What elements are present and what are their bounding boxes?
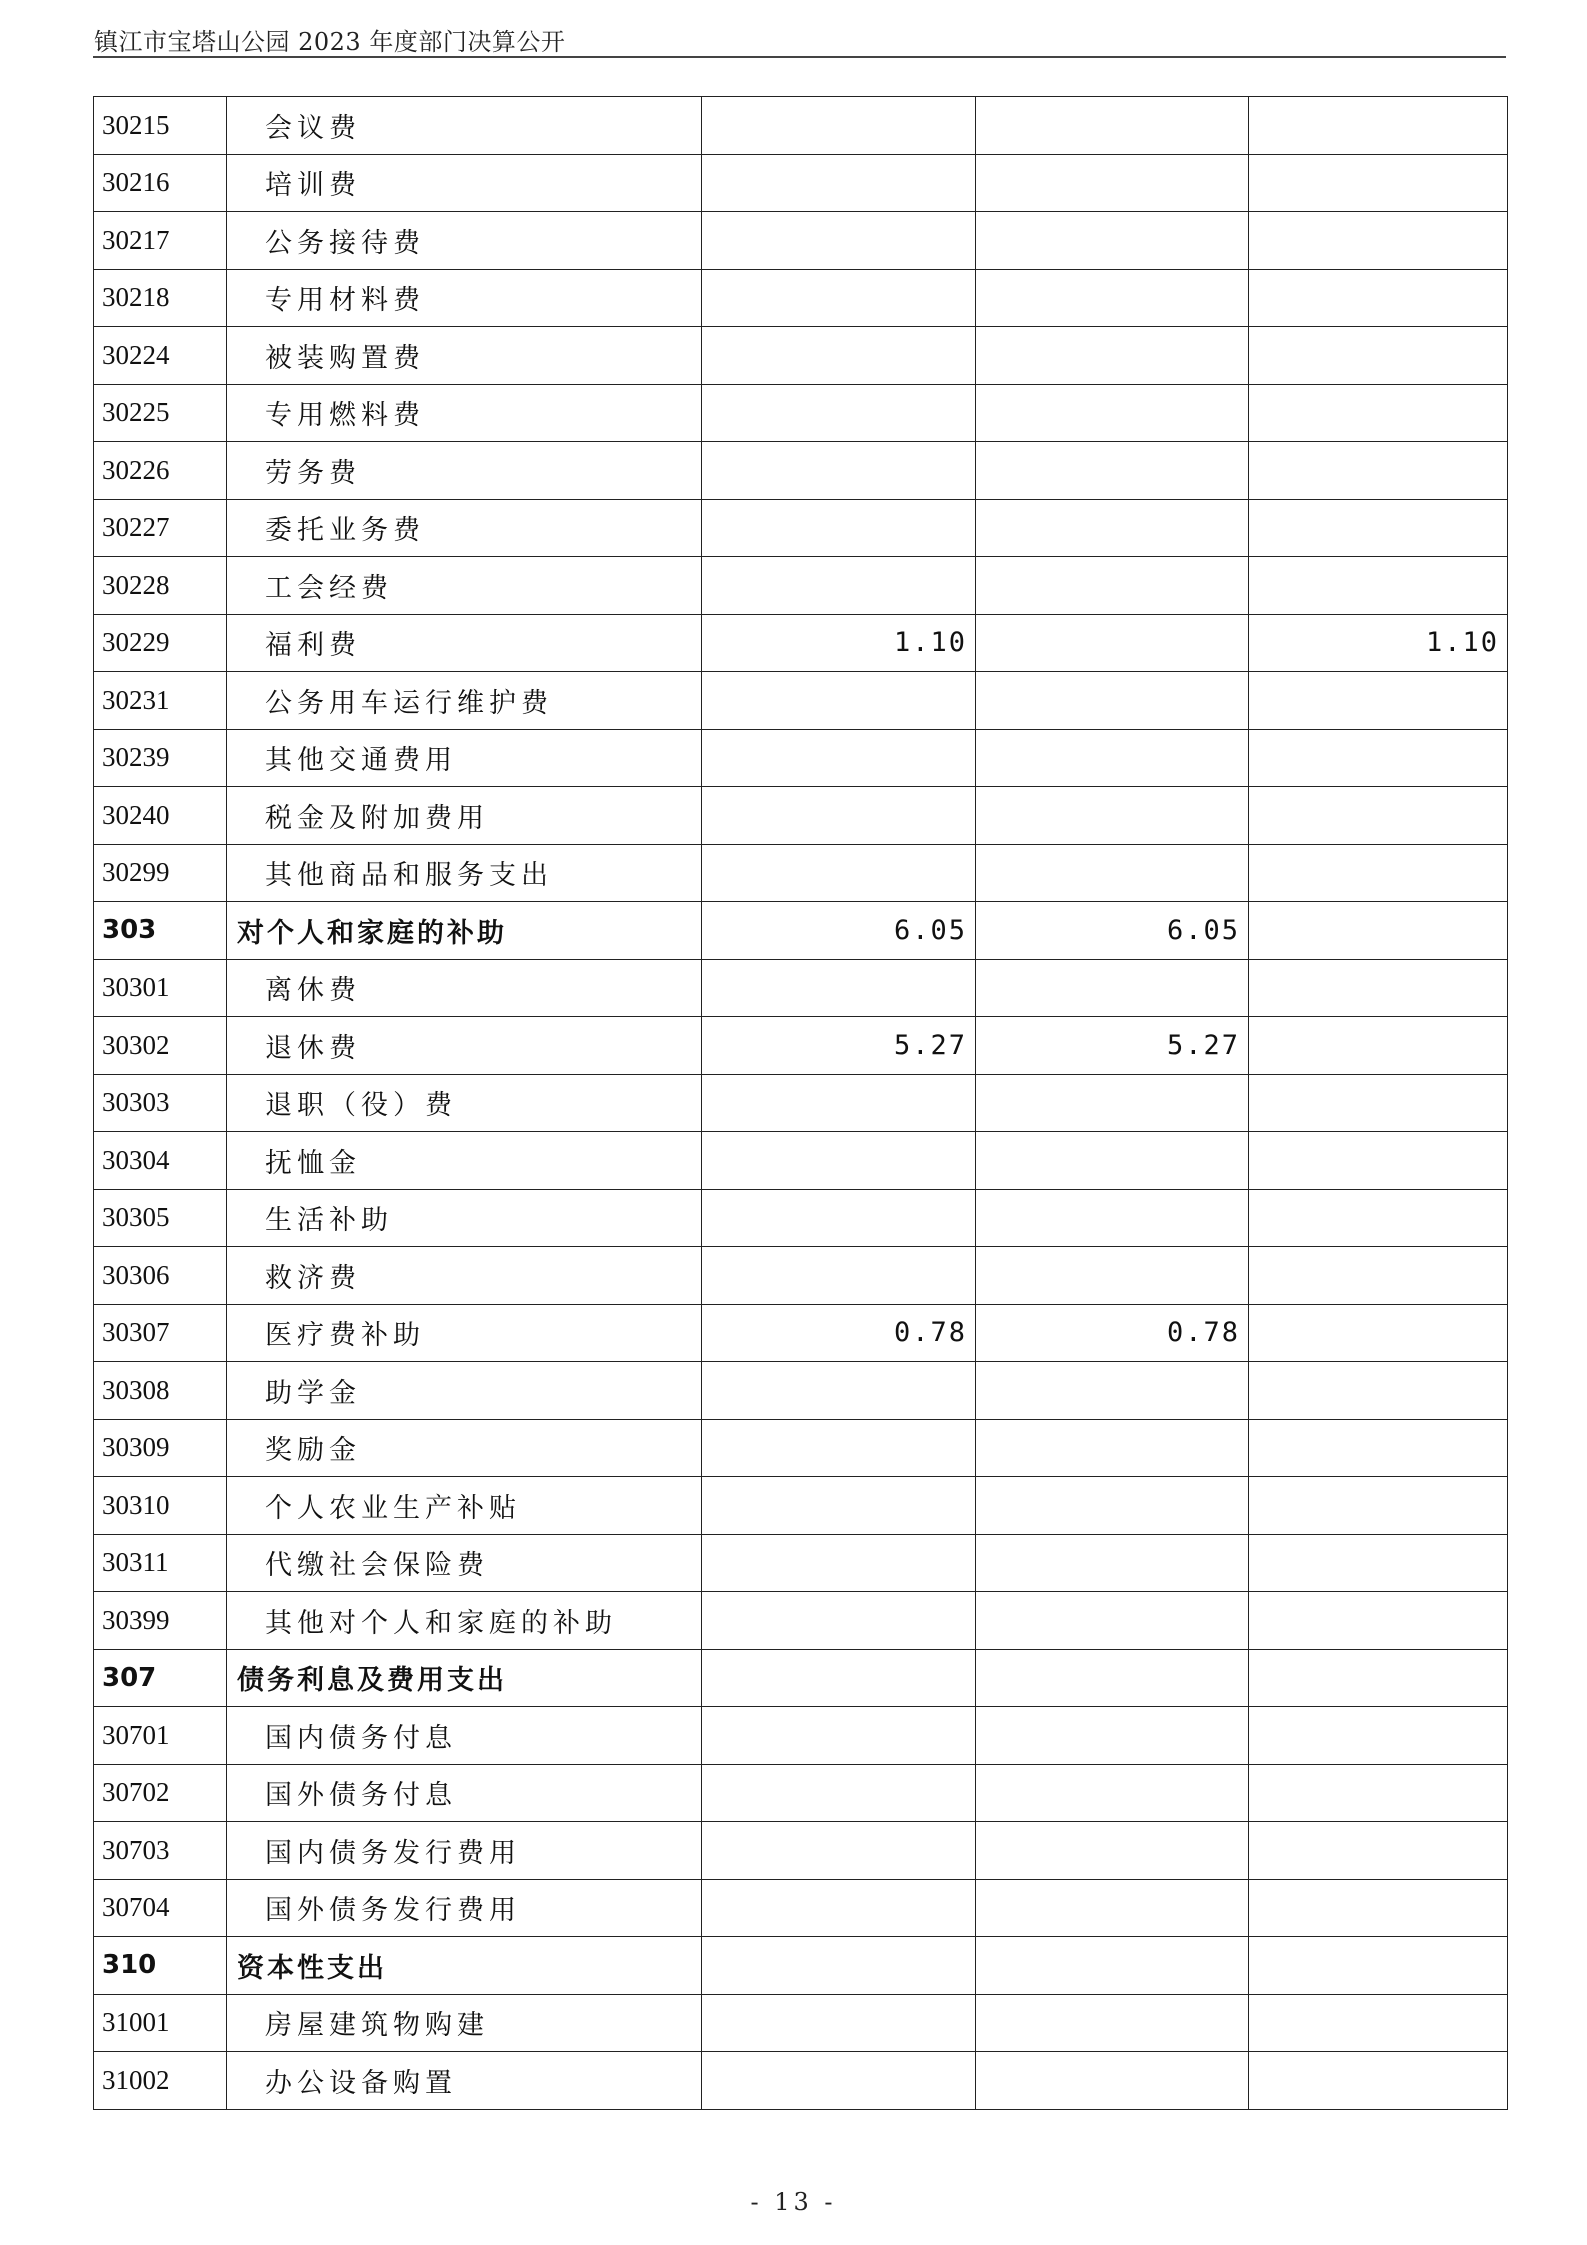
amount-basic-public-cell: [1249, 269, 1508, 327]
table-row: [94, 1419, 1508, 1477]
amount-basic-personnel-cell: [976, 1132, 1249, 1190]
table-row: [94, 672, 1508, 730]
table-section-row: [94, 1649, 1508, 1707]
amount-basic-personnel-cell: 0.78: [976, 1304, 1249, 1362]
table-row: [94, 729, 1508, 787]
account-code-cell: 307: [94, 1649, 227, 1707]
amount-basic-personnel-cell: [976, 1764, 1249, 1822]
account-code-cell: 30701: [94, 1707, 227, 1765]
amount-basic-personnel-cell: [976, 384, 1249, 442]
amount-total-cell: [702, 327, 976, 385]
table-row: [94, 384, 1508, 442]
account-name-cell: 办公设备购置: [227, 2052, 702, 2110]
amount-basic-personnel-cell: [976, 672, 1249, 730]
amount-basic-personnel-cell: [976, 729, 1249, 787]
amount-basic-public-cell: [1249, 1937, 1508, 1995]
account-code-cell: 303: [94, 902, 227, 960]
account-code-cell: 30399: [94, 1592, 227, 1650]
amount-total-cell: [702, 1247, 976, 1305]
account-name-cell: 被装购置费: [227, 327, 702, 385]
amount-basic-public-cell: [1249, 1707, 1508, 1765]
amount-total-cell: [702, 212, 976, 270]
account-name-cell: 退职（役）费: [227, 1074, 702, 1132]
amount-basic-personnel-cell: [976, 787, 1249, 845]
amount-basic-public-cell: [1249, 1017, 1508, 1075]
account-code-cell: 30216: [94, 154, 227, 212]
account-name-cell: 税金及附加费用: [227, 787, 702, 845]
account-code-cell: 30217: [94, 212, 227, 270]
account-code-cell: 30308: [94, 1362, 227, 1420]
amount-basic-public-cell: [1249, 1764, 1508, 1822]
header-rule: [93, 56, 1506, 58]
account-name-cell: 专用材料费: [227, 269, 702, 327]
amount-basic-personnel-cell: [976, 1879, 1249, 1937]
amount-total-cell: [702, 1764, 976, 1822]
amount-basic-personnel-cell: [976, 959, 1249, 1017]
amount-basic-public-cell: [1249, 557, 1508, 615]
table-row: [94, 1189, 1508, 1247]
amount-total-cell: 0.78: [702, 1304, 976, 1362]
amount-basic-personnel-cell: [976, 2052, 1249, 2110]
amount-basic-personnel-cell: [976, 1592, 1249, 1650]
amount-basic-personnel-cell: [976, 557, 1249, 615]
page-number: - 13 -: [750, 2188, 837, 2216]
table-row: [94, 1534, 1508, 1592]
amount-total-cell: [702, 1132, 976, 1190]
amount-basic-personnel-cell: [976, 844, 1249, 902]
account-name-cell: 对个人和家庭的补助: [227, 902, 702, 960]
amount-total-cell: [702, 384, 976, 442]
amount-basic-public-cell: [1249, 384, 1508, 442]
table-row: [94, 327, 1508, 385]
table-row: [94, 1822, 1508, 1880]
account-name-cell: 工会经费: [227, 557, 702, 615]
amount-basic-public-cell: [1249, 1822, 1508, 1880]
account-code-cell: 30302: [94, 1017, 227, 1075]
table-row: [94, 1304, 1508, 1362]
amount-basic-personnel-cell: 6.05: [976, 902, 1249, 960]
table-row: [94, 269, 1508, 327]
amount-basic-personnel-cell: [976, 1362, 1249, 1420]
amount-basic-personnel-cell: [976, 1994, 1249, 2052]
amount-total-cell: [702, 1707, 976, 1765]
account-name-cell: 债务利息及费用支出: [227, 1649, 702, 1707]
account-name-cell: 抚恤金: [227, 1132, 702, 1190]
account-name-cell: 个人农业生产补贴: [227, 1477, 702, 1535]
amount-basic-public-cell: [1249, 902, 1508, 960]
amount-basic-public-cell: [1249, 1419, 1508, 1477]
account-code-cell: 30304: [94, 1132, 227, 1190]
amount-basic-public-cell: [1249, 1132, 1508, 1190]
account-name-cell: 国外债务发行费用: [227, 1879, 702, 1937]
account-code-cell: 30303: [94, 1074, 227, 1132]
amount-total-cell: [702, 1994, 976, 2052]
amount-basic-personnel-cell: [976, 1534, 1249, 1592]
account-name-cell: 国内债务付息: [227, 1707, 702, 1765]
account-code-cell: 30704: [94, 1879, 227, 1937]
account-code-cell: 30305: [94, 1189, 227, 1247]
account-name-cell: 奖励金: [227, 1419, 702, 1477]
account-code-cell: 30240: [94, 787, 227, 845]
amount-total-cell: [702, 1419, 976, 1477]
amount-basic-public-cell: [1249, 1534, 1508, 1592]
amount-basic-public-cell: [1249, 1074, 1508, 1132]
account-name-cell: 公务用车运行维护费: [227, 672, 702, 730]
amount-basic-public-cell: [1249, 787, 1508, 845]
page-header-title: 镇江市宝塔山公园 2023 年度部门决算公开: [94, 28, 566, 56]
amount-total-cell: [702, 499, 976, 557]
amount-basic-public-cell: [1249, 1247, 1508, 1305]
account-code-cell: 31002: [94, 2052, 227, 2110]
table-row: [94, 1017, 1508, 1075]
table-row: [94, 1879, 1508, 1937]
account-name-cell: 离休费: [227, 959, 702, 1017]
amount-basic-public-cell: [1249, 154, 1508, 212]
amount-total-cell: [702, 1822, 976, 1880]
amount-basic-personnel-cell: [976, 1419, 1249, 1477]
amount-basic-public-cell: 1.10: [1249, 614, 1508, 672]
account-name-cell: 劳务费: [227, 442, 702, 500]
table-row: [94, 1764, 1508, 1822]
table-row: [94, 499, 1508, 557]
table-section-row: [94, 902, 1508, 960]
amount-total-cell: [702, 959, 976, 1017]
amount-basic-public-cell: [1249, 1879, 1508, 1937]
account-name-cell: 退休费: [227, 1017, 702, 1075]
table-row: [94, 1707, 1508, 1765]
amount-basic-public-cell: [1249, 499, 1508, 557]
account-name-cell: 公务接待费: [227, 212, 702, 270]
account-name-cell: 专用燃料费: [227, 384, 702, 442]
amount-basic-personnel-cell: [976, 499, 1249, 557]
amount-total-cell: [702, 1477, 976, 1535]
amount-basic-personnel-cell: [976, 97, 1249, 155]
account-name-cell: 福利费: [227, 614, 702, 672]
amount-total-cell: [702, 97, 976, 155]
amount-total-cell: [702, 1534, 976, 1592]
amount-total-cell: [702, 1074, 976, 1132]
amount-total-cell: [702, 1592, 976, 1650]
amount-total-cell: [702, 269, 976, 327]
amount-basic-public-cell: [1249, 97, 1508, 155]
account-code-cell: 30307: [94, 1304, 227, 1362]
amount-basic-public-cell: [1249, 959, 1508, 1017]
account-code-cell: 30227: [94, 499, 227, 557]
table-row: [94, 557, 1508, 615]
amount-total-cell: 1.10: [702, 614, 976, 672]
account-code-cell: 30231: [94, 672, 227, 730]
account-code-cell: 30218: [94, 269, 227, 327]
amount-basic-public-cell: [1249, 1189, 1508, 1247]
amount-basic-public-cell: [1249, 844, 1508, 902]
account-code-cell: 30299: [94, 844, 227, 902]
table-row: [94, 844, 1508, 902]
table-body: [94, 97, 1508, 2110]
account-code-cell: 31001: [94, 1994, 227, 2052]
account-code-cell: 30311: [94, 1534, 227, 1592]
table-row: [94, 154, 1508, 212]
amount-total-cell: 6.05: [702, 902, 976, 960]
amount-basic-public-cell: [1249, 1304, 1508, 1362]
amount-total-cell: 5.27: [702, 1017, 976, 1075]
account-code-cell: 30703: [94, 1822, 227, 1880]
table-row: [94, 97, 1508, 155]
amount-basic-personnel-cell: [976, 614, 1249, 672]
amount-total-cell: [702, 557, 976, 615]
amount-basic-personnel-cell: [976, 1822, 1249, 1880]
table-row: [94, 2052, 1508, 2110]
amount-basic-public-cell: [1249, 1362, 1508, 1420]
table-row: [94, 442, 1508, 500]
amount-basic-public-cell: [1249, 729, 1508, 787]
account-name-cell: 委托业务费: [227, 499, 702, 557]
account-code-cell: 30228: [94, 557, 227, 615]
account-name-cell: 代缴社会保险费: [227, 1534, 702, 1592]
account-name-cell: 房屋建筑物购建: [227, 1994, 702, 2052]
amount-basic-public-cell: [1249, 327, 1508, 385]
amount-basic-personnel-cell: [976, 1707, 1249, 1765]
table-row: [94, 614, 1508, 672]
amount-total-cell: [702, 787, 976, 845]
amount-total-cell: [702, 2052, 976, 2110]
account-name-cell: 救济费: [227, 1247, 702, 1305]
account-code-cell: 30702: [94, 1764, 227, 1822]
amount-basic-personnel-cell: [976, 1649, 1249, 1707]
table-section-row: [94, 1937, 1508, 1995]
account-code-cell: 30215: [94, 97, 227, 155]
account-code-cell: 30310: [94, 1477, 227, 1535]
amount-basic-personnel-cell: [976, 1937, 1249, 1995]
account-name-cell: 国外债务付息: [227, 1764, 702, 1822]
amount-total-cell: [702, 154, 976, 212]
account-name-cell: 培训费: [227, 154, 702, 212]
amount-basic-personnel-cell: [976, 327, 1249, 385]
account-name-cell: 会议费: [227, 97, 702, 155]
amount-basic-public-cell: [1249, 2052, 1508, 2110]
table-row: [94, 1592, 1508, 1650]
table-row: [94, 1247, 1508, 1305]
account-code-cell: 30301: [94, 959, 227, 1017]
amount-basic-public-cell: [1249, 212, 1508, 270]
amount-basic-personnel-cell: [976, 1477, 1249, 1535]
amount-basic-personnel-cell: [976, 154, 1249, 212]
amount-total-cell: [702, 442, 976, 500]
account-code-cell: 30226: [94, 442, 227, 500]
amount-basic-personnel-cell: [976, 1189, 1249, 1247]
table-row: [94, 1477, 1508, 1535]
amount-basic-personnel-cell: [976, 212, 1249, 270]
amount-total-cell: [702, 729, 976, 787]
amount-basic-personnel-cell: 5.27: [976, 1017, 1249, 1075]
account-code-cell: 30306: [94, 1247, 227, 1305]
account-code-cell: 30224: [94, 327, 227, 385]
table-row: [94, 1362, 1508, 1420]
amount-basic-personnel-cell: [976, 269, 1249, 327]
account-code-cell: 30225: [94, 384, 227, 442]
amount-total-cell: [702, 1937, 976, 1995]
table-row: [94, 787, 1508, 845]
amount-basic-public-cell: [1249, 672, 1508, 730]
account-code-cell: 310: [94, 1937, 227, 1995]
amount-total-cell: [702, 1879, 976, 1937]
amount-basic-public-cell: [1249, 1592, 1508, 1650]
table-row: [94, 1132, 1508, 1190]
account-code-cell: 30309: [94, 1419, 227, 1477]
amount-total-cell: [702, 1649, 976, 1707]
account-name-cell: 其他交通费用: [227, 729, 702, 787]
account-name-cell: 生活补助: [227, 1189, 702, 1247]
amount-total-cell: [702, 844, 976, 902]
table-row: [94, 1074, 1508, 1132]
table-row: [94, 959, 1508, 1017]
amount-basic-personnel-cell: [976, 1074, 1249, 1132]
account-code-cell: 30239: [94, 729, 227, 787]
account-name-cell: 其他对个人和家庭的补助: [227, 1592, 702, 1650]
amount-basic-personnel-cell: [976, 442, 1249, 500]
table-row: [94, 1994, 1508, 2052]
account-name-cell: 医疗费补助: [227, 1304, 702, 1362]
account-code-cell: 30229: [94, 614, 227, 672]
account-name-cell: 助学金: [227, 1362, 702, 1420]
account-name-cell: 国内债务发行费用: [227, 1822, 702, 1880]
expenditure-table: [93, 96, 1508, 2110]
amount-basic-public-cell: [1249, 1994, 1508, 2052]
account-name-cell: 其他商品和服务支出: [227, 844, 702, 902]
amount-basic-personnel-cell: [976, 1247, 1249, 1305]
amount-total-cell: [702, 1362, 976, 1420]
amount-basic-public-cell: [1249, 442, 1508, 500]
account-name-cell: 资本性支出: [227, 1937, 702, 1995]
amount-total-cell: [702, 672, 976, 730]
table-row: [94, 212, 1508, 270]
amount-basic-public-cell: [1249, 1649, 1508, 1707]
amount-basic-public-cell: [1249, 1477, 1508, 1535]
amount-total-cell: [702, 1189, 976, 1247]
